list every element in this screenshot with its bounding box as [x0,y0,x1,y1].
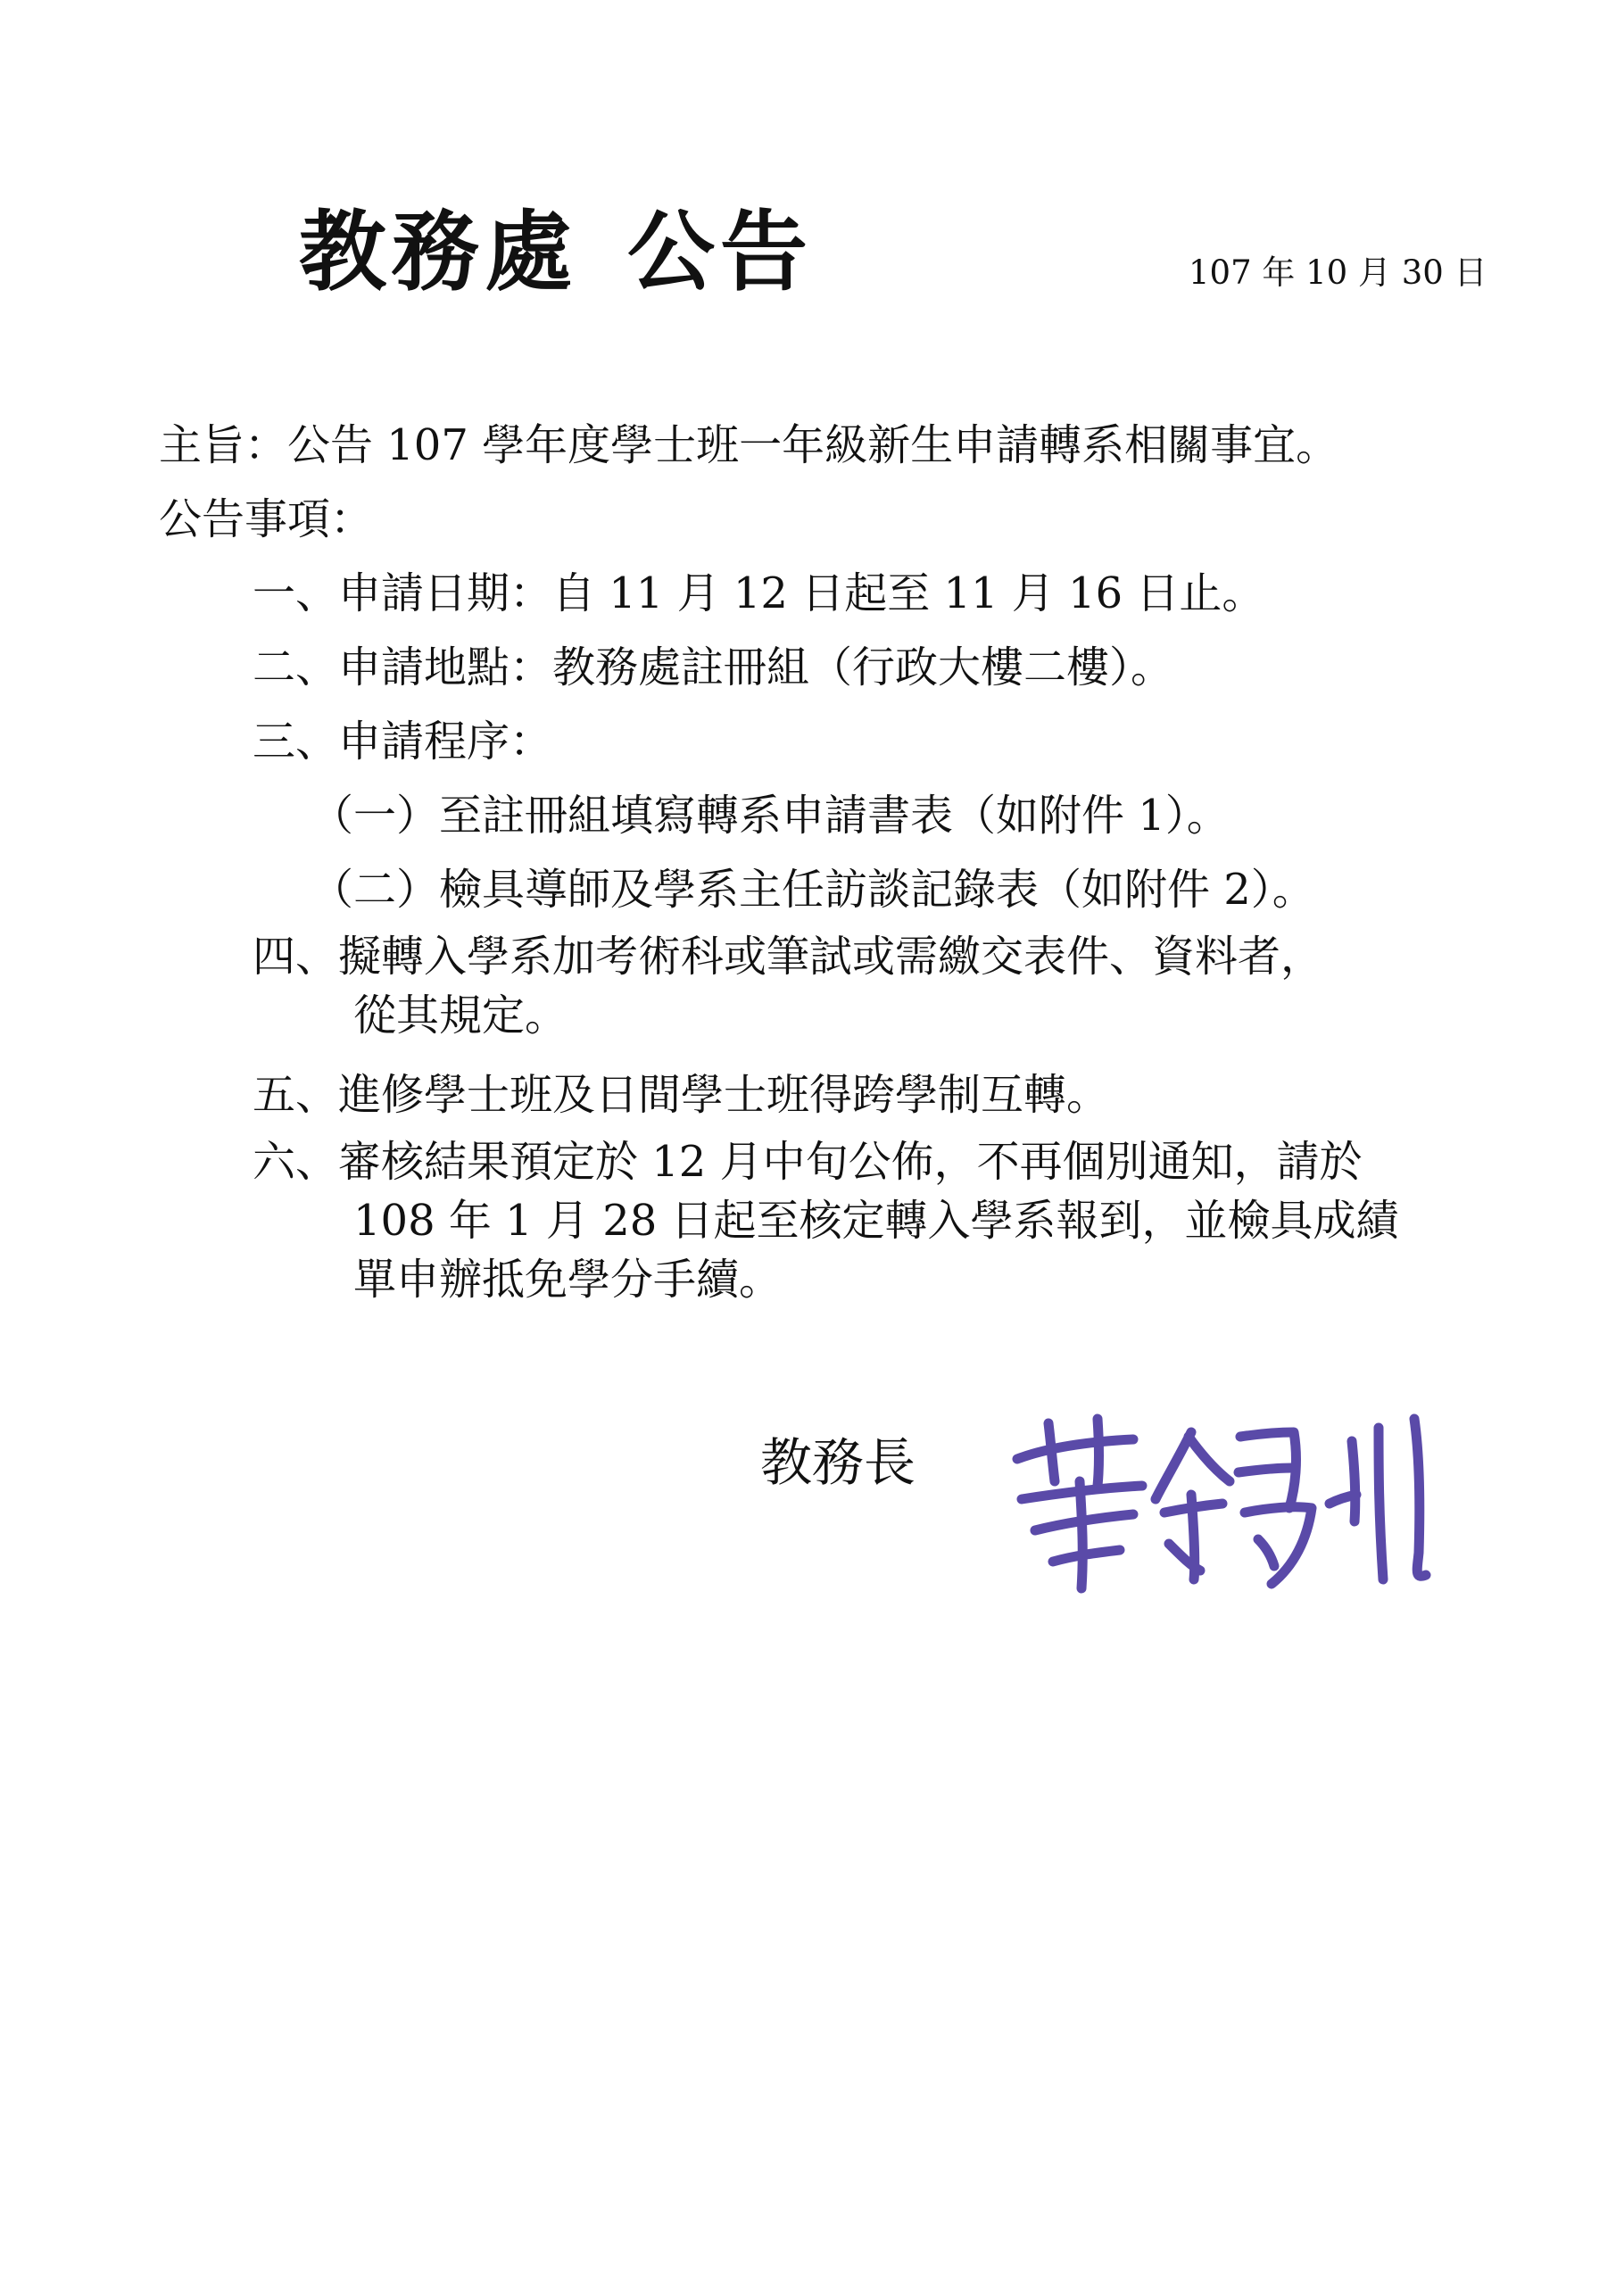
page-title [299,201,813,306]
item-review-result-cont-1: 108 年 1 月 28 日起至核定轉入學系報到，並檢具成績 [353,1196,1399,1246]
subject-line: 主旨：公告 107 學年度學士班一年級新生申請轉系相關事宜。 [159,420,1339,470]
item-extra-exam: 四、擬轉入學系加考術科或筆試或需繳交表件、資料者， [253,932,1324,982]
item-cross-program: 五、進修學士班及日間學士班得跨學制互轉。 [253,1070,1110,1120]
announcement-date: 107 年 10 月 30 日 [1189,253,1487,292]
procedure-step-1: （一）至註冊組填寫轉系申請書表（如附件 1）。 [311,791,1230,841]
announcement-body [159,409,1515,1309]
item-review-result: 六、審核結果預定於 12 月中旬公佈，不再個別通知，請於 [253,1137,1363,1187]
item-extra-exam-cont: 從其規定。 [353,991,568,1040]
item-application-location: 二、申請地點：教務處註冊組（行政大樓二樓）。 [253,642,1174,692]
handwritten-signature [999,1397,1463,1602]
items-heading: 公告事項： [159,494,374,544]
title-notice: 公告 [627,202,814,303]
item-application-procedure: 三、申請程序： [253,717,553,767]
procedure-step-2: （二）檢具導師及學系主任訪談記錄表（如附件 2）。 [311,865,1315,915]
item-application-date: 一、申請日期：自 11 月 12 日起至 11 月 16 日止。 [253,568,1265,618]
title-office: 教務處 [299,202,578,303]
item-review-result-cont-2: 單申辦抵免學分手續。 [353,1255,783,1305]
signatory-title: 教務長 [760,1432,916,1493]
